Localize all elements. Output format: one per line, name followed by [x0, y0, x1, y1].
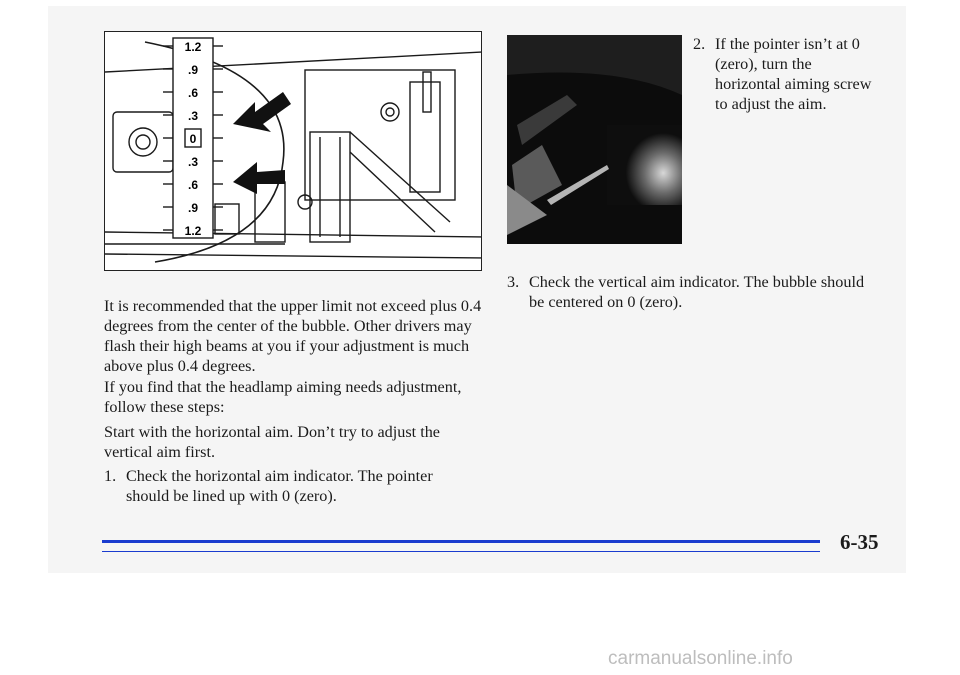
scale-label: .3: [187, 109, 199, 123]
scale-label: .9: [187, 201, 199, 215]
step-number: 1.: [104, 467, 117, 485]
watermark: carmanualsonline.info: [608, 648, 793, 669]
scale-label: 1.2: [184, 40, 202, 54]
step-number: 2.: [693, 35, 706, 53]
step-text: Check the vertical aim indicator. The bubble should be centered on 0 (zero).: [529, 273, 865, 311]
headlamp-photo: [507, 35, 682, 244]
arrow-icon: [233, 92, 291, 132]
scale-label: .3: [187, 155, 199, 169]
headlamp-photo-drawing: [507, 35, 682, 244]
scale-label: 1.2: [184, 224, 202, 238]
step-text: If the pointer isn’t at 0 (zero), turn the horizontal aiming screw to adjust the aim.: [715, 35, 872, 113]
step-3: [507, 272, 887, 316]
aim-indicator-illustration: [104, 31, 482, 271]
footer-rule-thin: [102, 551, 820, 552]
aim-indicator-drawing: [105, 32, 482, 271]
page-number: 6-35: [840, 530, 879, 554]
scale-label: .6: [187, 86, 199, 100]
scale-label: .9: [187, 63, 199, 77]
step-number: 3.: [507, 273, 520, 291]
footer-rule: [102, 540, 820, 543]
step-2: [693, 34, 883, 118]
scale-label: .6: [187, 178, 199, 192]
step-text: Check the horizontal aim indicator. The pointer should be lined up with 0 (zero).: [126, 467, 433, 505]
paragraph-adjustment: If you find that the headlamp aiming needs adjustment, follow these steps:: [104, 378, 462, 416]
paragraph-upper-limit: It is recommended that the upper limit not exceed plus 0.4 degrees from the center of the bubble. Other drivers may flash their high beams at you if your adjustment is much above plus 0.4 degrees.: [104, 297, 482, 375]
scale-label: 0: [189, 132, 197, 146]
paragraph-start-horizontal: Start with the horizontal aim. Don’t try to adjust the vertical aim first.: [104, 423, 440, 461]
step-1: [104, 466, 486, 510]
